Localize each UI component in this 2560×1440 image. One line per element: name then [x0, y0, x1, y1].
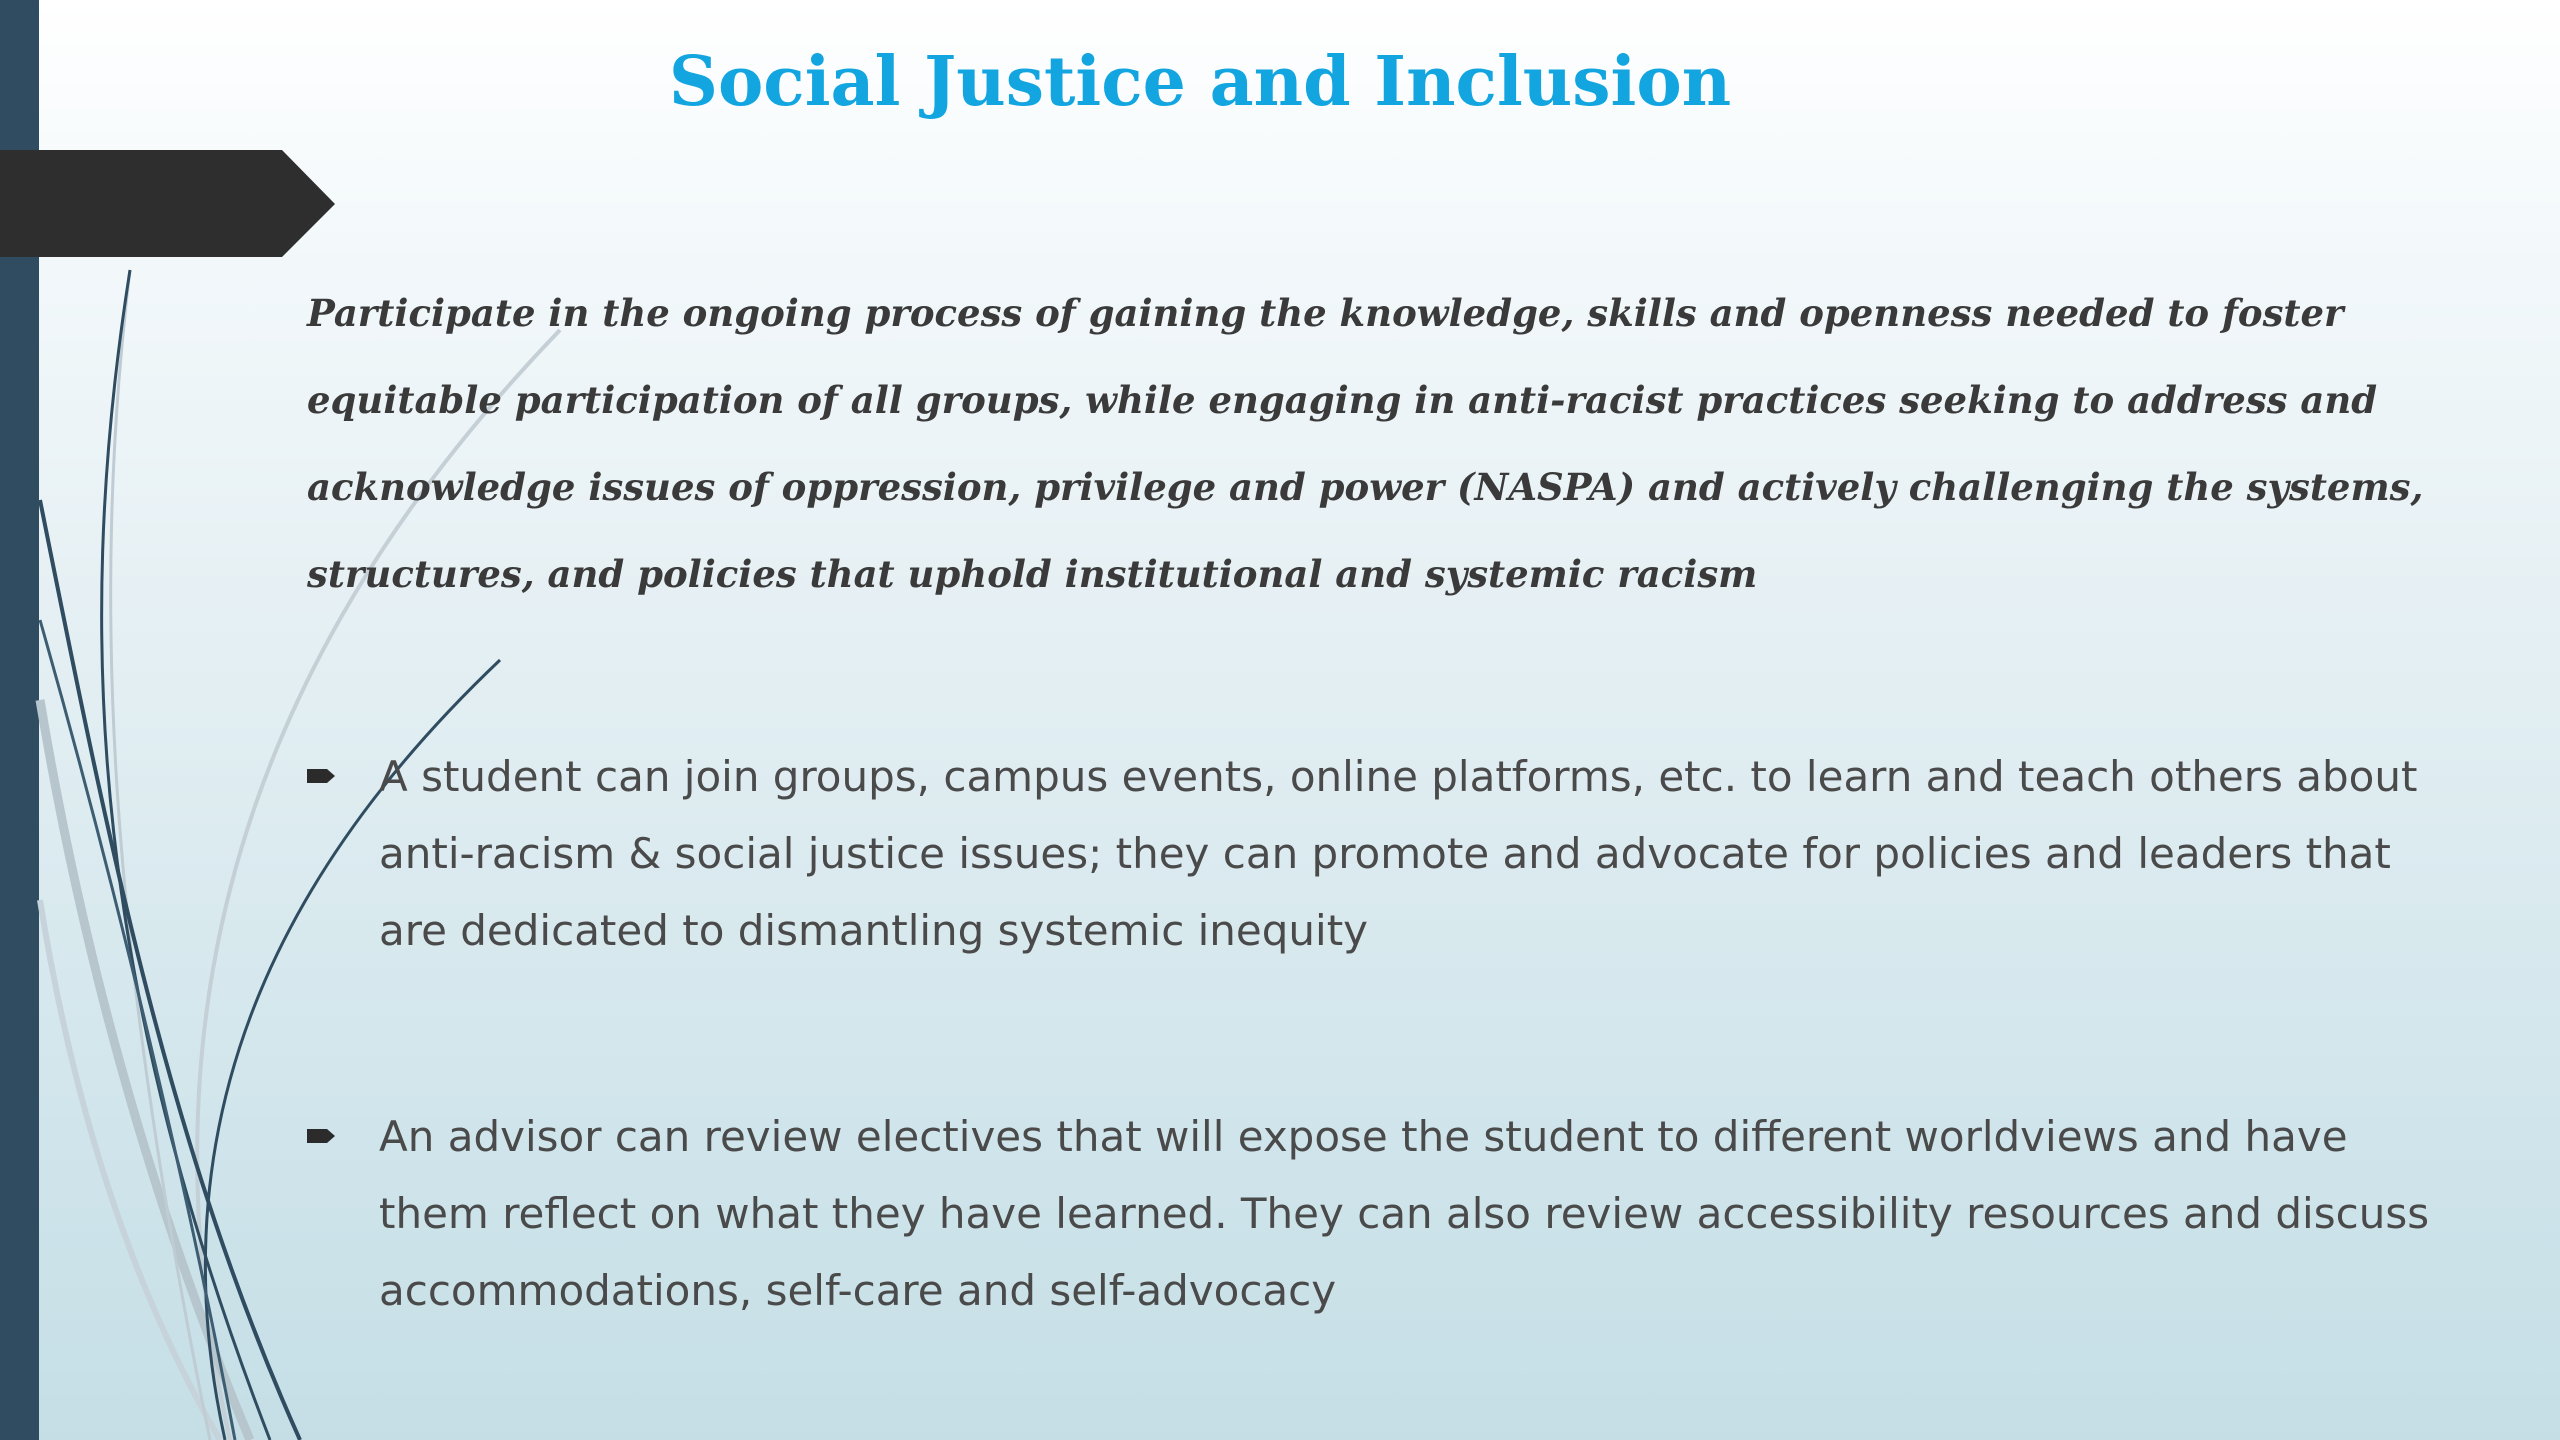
arrow-bullet-icon [307, 766, 337, 786]
bullet-item-advisor [307, 1098, 2467, 1329]
arrow-banner [0, 150, 335, 257]
bullet-text: A student can join groups, campus events, online platforms, etc. to learn and teach others about anti-racism & social justice issues; they can promote and advocate for policies and leaders that are dedicated to dismantling systemic inequity [379, 752, 2418, 955]
slide-title-text: Social Justice and Inclusion [668, 42, 1732, 122]
arrow-bullet-icon [307, 1126, 337, 1146]
bullet-item-student [307, 738, 2467, 969]
slide-title [0, 42, 2400, 122]
swoosh-curve [40, 500, 300, 1440]
swoosh-curve [111, 270, 210, 1440]
bullet-list [307, 738, 2467, 1329]
bullet-text: An advisor can review electives that will expose the student to different worldviews and have them reflect on what they have learned. They can also review accessibility resources and discuss accommodations, self-care and self-advocacy [379, 1112, 2430, 1315]
intro-paragraph: Participate in the ongoing process of gaining the knowledge, skills and openness needed to foster equitable participation of all groups, while engaging in anti-racist practices seeking to address and acknowledge issues of oppression, privilege and power (NASPA) and actively challenging the systems, structures, and policies that uphold institutional and systemic racism [307, 291, 2424, 596]
